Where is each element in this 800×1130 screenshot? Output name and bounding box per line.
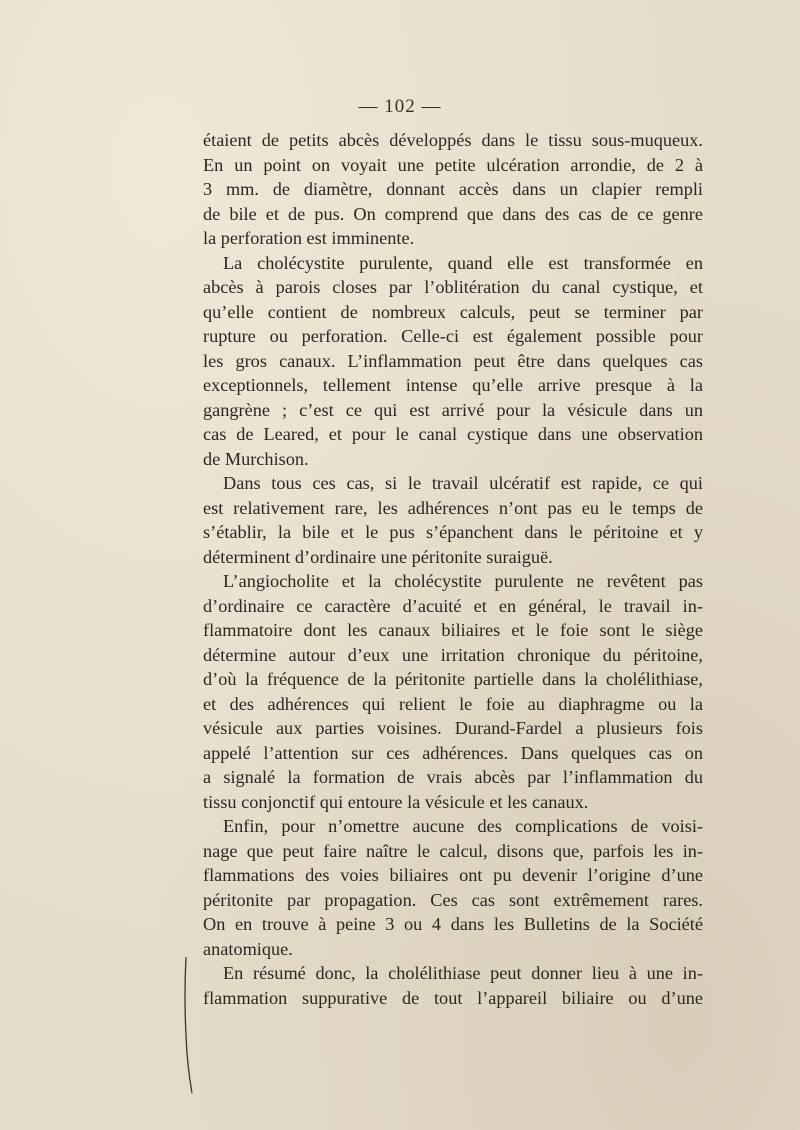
page-number: — 102 — xyxy=(358,96,442,117)
text-line: flammation suppurative de tout l’appareil biliaire ou d’une xyxy=(203,987,703,1008)
text-line: d’ordinaire ce caractère d’acuité et en général, le travail in- xyxy=(203,595,703,616)
text-line: 3 mm. de diamètre, donnant accès dans un clapier rempli xyxy=(203,179,703,199)
body-text xyxy=(203,128,703,1010)
text-line: Enfin, pour n’omettre aucune des complications de voisi- xyxy=(223,816,703,836)
text-line: vésicule aux parties voisines. Durand-Fardel a plusieurs fois xyxy=(203,718,703,738)
text-line: En un point on voyait une petite ulcération arrondie, de 2 à xyxy=(203,154,703,175)
text-line: rupture ou perforation. Celle-ci est également possible pour xyxy=(203,326,703,346)
text-line: détermine autour d’eux une irritation chronique du péritoine, xyxy=(203,644,703,665)
text-line: péritonite par propagation. Ces cas sont extrêmement rares. xyxy=(203,889,703,910)
text-line: de bile et de pus. On comprend que dans des cas de ce genre xyxy=(203,203,703,224)
text-line: étaient de petits abcès développés dans le tissu sous-muqueux. xyxy=(203,130,703,150)
text-line: est relativement rare, les adhérences n’ont pas eu le temps de xyxy=(203,497,703,518)
text-line: exceptionnels, tellement intense qu’elle arrive presque à la xyxy=(203,375,703,395)
text-line: Dans tous ces cas, si le travail ulcératif est rapide, ce qui xyxy=(223,473,703,493)
text-line: flammatoire dont les canaux biliaires et le foie sont le siège xyxy=(203,620,703,640)
text-line: les gros canaux. L’inflammation peut être dans quelques cas xyxy=(203,350,703,371)
margin-pencil-mark xyxy=(183,955,195,1095)
text-line: et des adhérences qui relient le foie au diaphragme ou la xyxy=(203,693,703,714)
text-line: déterminent d’ordinaire une péritonite suraiguë. xyxy=(203,546,553,567)
text-line: la perforation est imminente. xyxy=(203,228,415,248)
text-line: En résumé donc, la cholélithiase peut donner lieu à une in- xyxy=(223,963,703,983)
text-line: tissu conjonctif qui entoure la vésicule et les canaux. xyxy=(203,791,589,812)
text-line: appelé l’attention sur ces adhérences. Dans quelques cas on xyxy=(203,742,703,763)
text-line: anatomique. xyxy=(203,938,293,959)
text-line: de Murchison. xyxy=(203,448,309,469)
text-line: abcès à parois closes par l’oblitération du canal cystique, et xyxy=(203,277,703,297)
text-line: qu’elle contient de nombreux calculs, peut se terminer par xyxy=(203,301,703,322)
text-line: d’où la fréquence de la péritonite partielle dans la cholélithiase, xyxy=(203,669,703,689)
text-line: flammations des voies biliaires ont pu devenir l’origine d’une xyxy=(203,865,703,885)
text-line: On en trouve à peine 3 ou 4 dans les Bulletins de la Société xyxy=(203,914,703,934)
text-line: nage que peut faire naître le calcul, disons que, parfois les in- xyxy=(203,840,703,861)
text-line: a signalé la formation de vrais abcès par l’inflammation du xyxy=(203,767,703,787)
text-line: L’angiocholite et la cholécystite purulente ne revêtent pas xyxy=(223,571,703,591)
text-line: s’établir, la bile et le pus s’épanchent dans le péritoine et y xyxy=(203,522,703,542)
text-line: cas de Leared, et pour le canal cystique dans une observation xyxy=(203,424,703,444)
text-line: gangrène ; c’est ce qui est arrivé pour la vésicule dans un xyxy=(203,399,703,420)
text-line: La cholécystite purulente, quand elle est transformée en xyxy=(223,252,703,273)
